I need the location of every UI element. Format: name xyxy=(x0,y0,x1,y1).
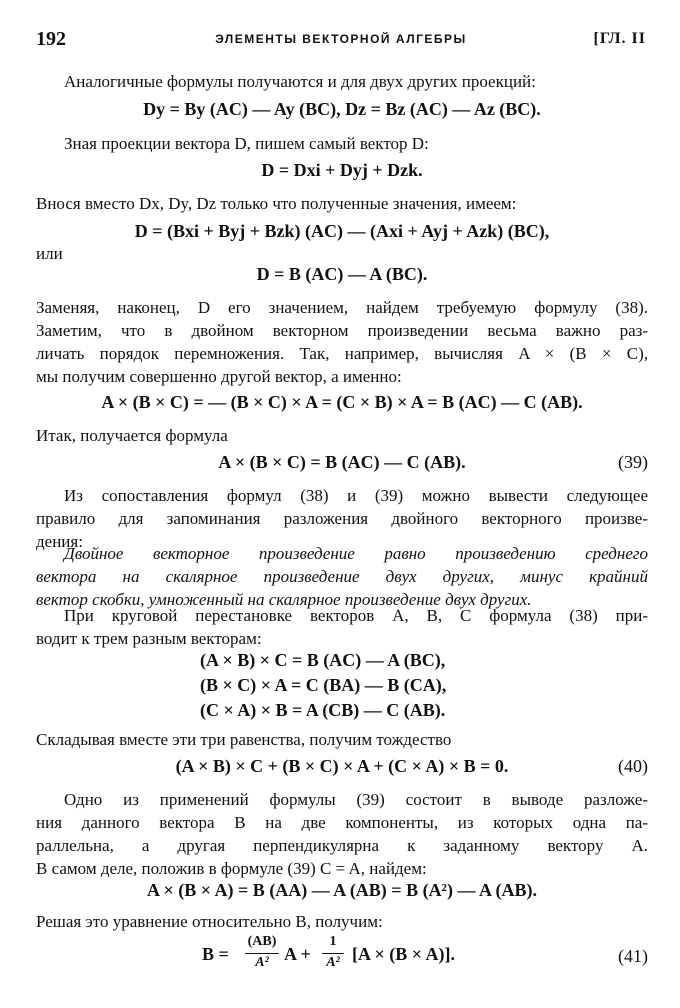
paragraph-3: Внося вместо Dx, Dy, Dz только что полученные значения, имеем: xyxy=(36,194,517,213)
paragraph-11-line-2: ния данного вектора B на две компоненты, из которых одна па- xyxy=(36,813,648,832)
paragraph-11-line-3: раллельна, а другая перпендикулярна к заданному вектору A. xyxy=(36,836,648,855)
eq41-fraction-2-bar xyxy=(322,953,344,954)
equation-40: (A × B) × C + (B × C) × A + (C × A) × B = 0. xyxy=(175,756,509,776)
paragraph-7-line-2: правило для запоминания разложения двойного векторного произве- xyxy=(36,509,648,528)
equation-vector-d: D = Dxi + Dyj + Dzk. xyxy=(261,160,423,180)
paragraph-11-line-4: В самом деле, положив в формуле (39) C = A, найдем: xyxy=(36,859,427,878)
eq41-fraction-2-denominator: A² xyxy=(326,955,340,970)
equation-39: A × (B × C) = B (AC) — C (AB). xyxy=(218,452,466,472)
eq41-fraction-1-numerator: (AB) xyxy=(247,934,277,949)
eq41-fraction-1-bar xyxy=(245,953,279,954)
rule-line-2: вектора на скалярное произведение двух других, минус крайний xyxy=(36,567,648,586)
paragraph-5-line-4: мы получим совершенно другой вектор, а именно: xyxy=(36,367,402,386)
paragraph-11-line-1: Одно из применений формулы (39) состоит в выводе разложе- xyxy=(64,790,648,809)
equation-a-cross-b-cross-a: A × (B × A) = B (AA) — A (AB) = B (A²) — A (AB). xyxy=(147,880,537,900)
equation-d-short: D = B (AC) — A (BC). xyxy=(256,264,428,284)
cyclic-equation-2: (B × C) × A = C (BA) — B (CA), xyxy=(200,675,447,695)
equation-41-number: (41) xyxy=(618,946,648,966)
equation-triple-product-chain: A × (B × C) = — (B × C) × A = (C × B) × A = B (AC) — C (AB). xyxy=(101,392,583,412)
page-header xyxy=(36,28,646,52)
paragraph-12: Решая это уравнение относительно B, получим: xyxy=(36,912,383,931)
eq41-fraction-1-denominator: A² xyxy=(255,955,269,970)
paragraph-or: или xyxy=(36,244,63,263)
cyclic-equation-1: (A × B) × C = B (AC) — A (BC), xyxy=(200,650,446,670)
paragraph-1: Аналогичные формулы получаются и для двух других проекций: xyxy=(64,72,536,91)
paragraph-7-line-1: Из сопоставления формул (38) и (39) можно вывести следующее xyxy=(64,486,648,505)
page-number: 192 xyxy=(36,28,66,50)
paragraph-2: Зная проекции вектора D, пишем самый вектор D: xyxy=(64,134,429,153)
paragraph-7-line-3: дения: xyxy=(36,532,83,551)
paragraph-9-line-1: При круговой перестановке векторов A, B, C формула (38) при- xyxy=(64,606,648,625)
equation-d-expanded: D = (Bxi + Byj + Bzk) (AC) — (Axi + Ayj + Azk) (BC), xyxy=(134,221,550,241)
eq41-lhs: B = xyxy=(202,944,229,964)
equation-40-number: (40) xyxy=(618,756,648,776)
paragraph-5-line-1: Заменяя, наконец, D его значением, найдем требуемую формулу (38). xyxy=(36,298,648,317)
equation-39-number: (39) xyxy=(618,452,648,472)
eq41-tail: [A × (B × A)]. xyxy=(352,944,456,964)
equation-projections: Dy = By (AC) — Ay (BC), Dz = Bz (AC) — Az (BC). xyxy=(143,99,541,119)
running-title: ЭЛЕМЕНТЫ ВЕКТОРНОЙ АЛГЕБРЫ xyxy=(215,32,467,46)
paragraph-9-line-2: водит к трем разным векторам: xyxy=(36,629,262,648)
chapter-label: [ГЛ. II xyxy=(593,30,646,47)
eq41-fraction-2-numerator: 1 xyxy=(329,934,337,949)
paragraph-5-line-2: Заметим, что в двойном векторном произведении весьма важно раз- xyxy=(36,321,648,340)
paragraph-5-line-3: личать порядок перемножения. Так, например, вычисляя A × (B × C), xyxy=(36,344,648,363)
rule-line-3: вектор скобки, умноженный на скалярное произведение двух других. xyxy=(36,590,532,609)
eq41-middle: A + xyxy=(284,944,311,964)
paragraph-10: Складывая вместе эти три равенства, получим тождество xyxy=(36,730,452,749)
paragraph-6: Итак, получается формула xyxy=(36,426,228,445)
cyclic-equation-3: (C × A) × B = A (CB) — C (AB). xyxy=(200,700,446,720)
rule-line-1: Двойное векторное произведение равно произведению среднего xyxy=(64,544,648,563)
